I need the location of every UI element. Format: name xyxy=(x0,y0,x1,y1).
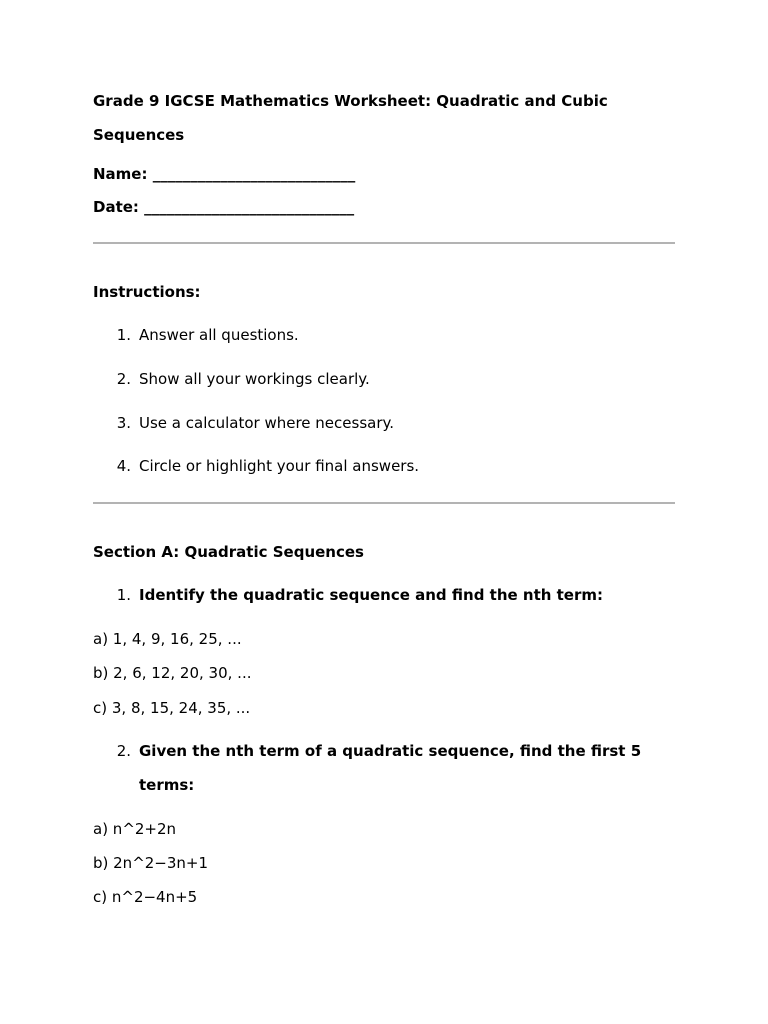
question-2-part-c: c) n^2−4n+5 xyxy=(93,888,198,906)
question-2-part-a: a) n^2+2n xyxy=(93,820,177,838)
instruction-text: Answer all questions. xyxy=(139,326,299,344)
name-field: Name: ___________________________ xyxy=(93,165,356,183)
date-field: Date: ____________________________ xyxy=(93,198,355,216)
question-text: Identify the quadratic sequence and find the nth term: xyxy=(139,586,604,604)
question-1-part-a: a) 1, 4, 9, 16, 25, ... xyxy=(93,630,242,648)
worksheet-title: Grade 9 IGCSE Mathematics Worksheet: Quadratic and Cubic Sequences xyxy=(93,92,608,144)
instruction-text: Circle or highlight your final answers. xyxy=(139,457,420,475)
question-text: Given the nth term of a quadratic sequence, find the first 5 terms: xyxy=(139,742,642,794)
instruction-text: Show all your workings clearly. xyxy=(139,370,370,388)
instructions-heading: Instructions: xyxy=(93,283,201,301)
divider-1 xyxy=(93,242,675,244)
question-2-part-b: b) 2n^2−3n+1 xyxy=(93,854,209,872)
instruction-number: 1. xyxy=(116,326,131,344)
instruction-number: 2. xyxy=(116,370,131,388)
instruction-number: 4. xyxy=(116,457,131,475)
instruction-text: Use a calculator where necessary. xyxy=(139,414,395,432)
question-1-part-b: b) 2, 6, 12, 20, 30, ... xyxy=(93,664,252,682)
question-number: 2. xyxy=(116,742,131,760)
divider-2 xyxy=(93,502,675,504)
instruction-number: 3. xyxy=(116,414,131,432)
question-number: 1. xyxy=(116,586,131,604)
section-a-heading: Section A: Quadratic Sequences xyxy=(93,543,364,561)
question-1-part-c: c) 3, 8, 15, 24, 35, ... xyxy=(93,699,251,717)
